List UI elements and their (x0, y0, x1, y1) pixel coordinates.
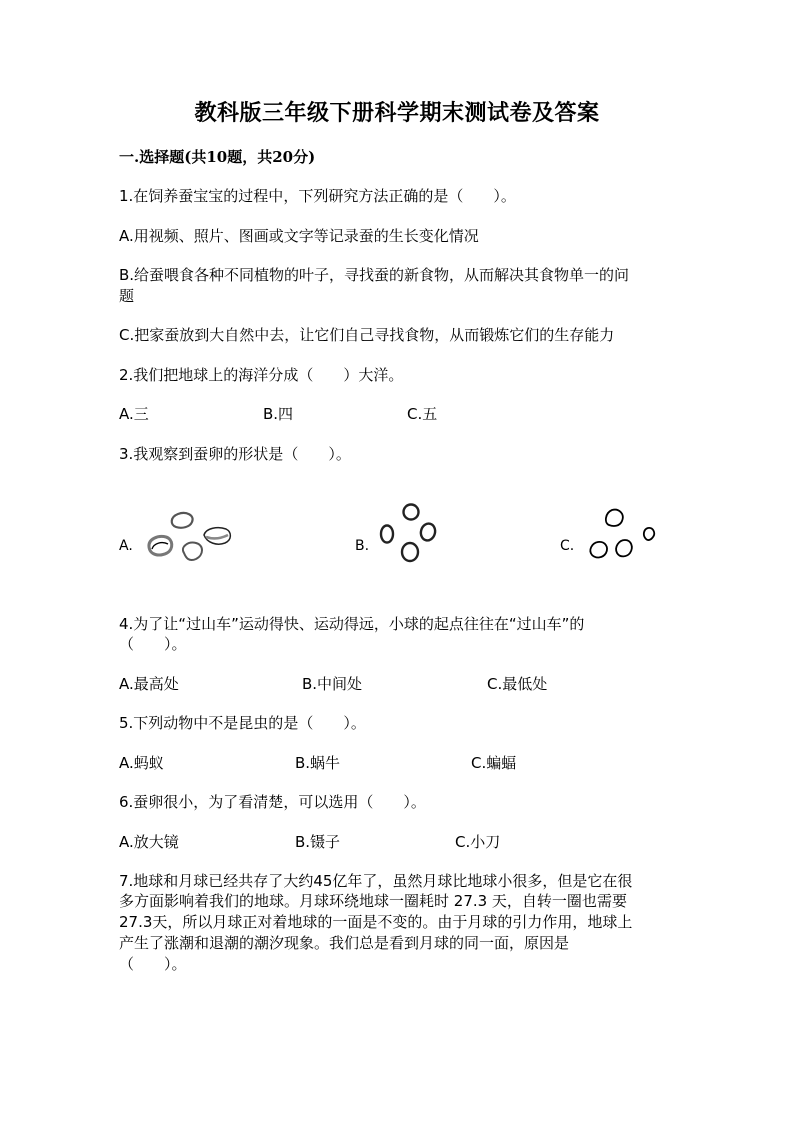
egg-shape-a-illustration (140, 505, 240, 575)
question-4-stem-cont: （ ）。 (119, 635, 187, 653)
question-1-option-b-cont: 题 (119, 287, 135, 305)
question-1-option-b: B.给蚕喂食各种不同植物的叶子，寻找蚕的新食物，从而解决其食物单一的问 (119, 266, 630, 284)
question-3-option-b-label: B. (355, 538, 370, 554)
question-2-option-a: A.三 (119, 405, 149, 423)
question-4-option-a: A.最高处 (119, 675, 179, 693)
question-7-stem-line-1: 7.地球和月球已经共存了大约45亿年了，虽然月球比地球小很多，但是它在很 (119, 872, 633, 890)
question-7-stem-line-3: 27.3天，所以月球正对着地球的一面是不变的。由于月球的引力作用，地球上 (119, 913, 633, 931)
question-6-option-a: A.放大镜 (119, 833, 179, 851)
question-1-stem: 1.在饲养蚕宝宝的过程中，下列研究方法正确的是（ ）。 (119, 187, 516, 205)
question-3-stem: 3.我观察到蚕卵的形状是（ ）。 (119, 445, 351, 463)
question-5-stem: 5.下列动物中不是昆虫的是（ ）。 (119, 714, 366, 732)
section-heading: 一.选择题(共10题，共20分) (119, 148, 316, 166)
question-2-stem: 2.我们把地球上的海洋分成（ ）大洋。 (119, 366, 404, 384)
question-6-option-b: B.镊子 (295, 833, 341, 851)
question-7-stem-line-2: 多方面影响着我们的地球。月球环绕地球一圈耗时 27.3 天，自转一圈也需要 (119, 892, 627, 910)
page-title: 教科版三年级下册科学期末测试卷及答案 (194, 100, 600, 126)
question-4-option-b: B.中间处 (302, 675, 363, 693)
question-1-option-c: C.把家蚕放到大自然中去，让它们自己寻找食物，从而锻炼它们的生存能力 (119, 326, 615, 344)
question-2-option-b: B.四 (263, 405, 294, 423)
egg-shape-c-illustration (584, 503, 664, 568)
question-5-option-a: A.蚂蚁 (119, 754, 164, 772)
question-5-option-c: C.蝙蝠 (471, 754, 517, 772)
question-7-stem-line-4: 产生了涨潮和退潮的潮汐现象。我们总是看到月球的同一面，原因是 (119, 934, 570, 952)
question-5-option-b: B.蜗牛 (295, 754, 341, 772)
question-6-option-c: C.小刀 (455, 833, 501, 851)
question-7-stem-line-5: （ ）。 (119, 955, 187, 973)
egg-shape-b-illustration (372, 500, 442, 570)
question-3-option-c-label: C. (560, 538, 575, 554)
question-3-option-a-label: A. (119, 538, 133, 554)
question-2-option-c: C.五 (407, 405, 438, 423)
question-6-stem: 6.蚕卵很小，为了看清楚，可以选用（ ）。 (119, 793, 426, 811)
question-4-stem: 4.为了让“过山车”运动得快、运动得远，小球的起点往往在“过山车”的 (119, 615, 585, 633)
question-4-option-c: C.最低处 (487, 675, 548, 693)
question-1-option-a: A.用视频、照片、图画或文字等记录蚕的生长变化情况 (119, 227, 479, 245)
